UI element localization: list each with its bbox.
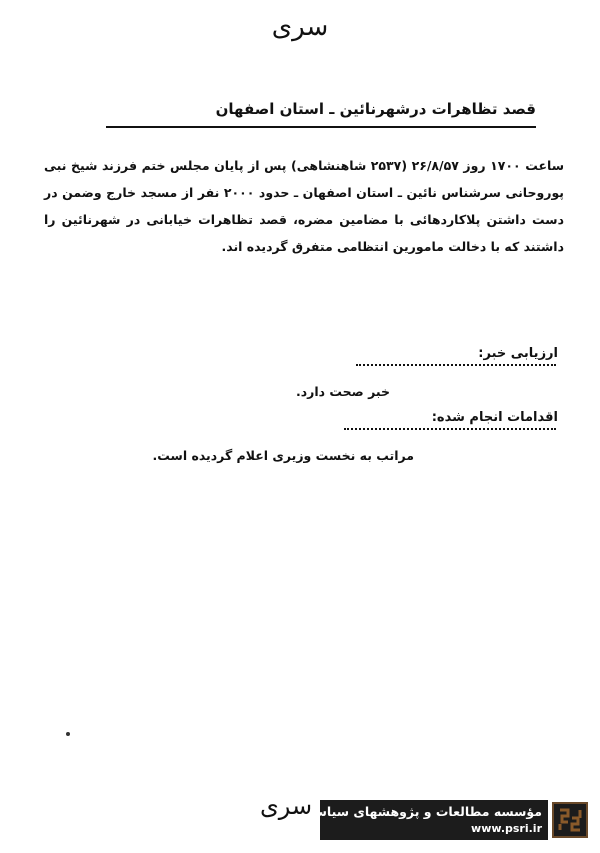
actions-label: اقدامات انجام شده: <box>431 410 558 425</box>
evaluation-label: ارزیابی خبر: <box>478 346 558 361</box>
subject-underline <box>106 126 536 128</box>
stamp-mark-icon <box>64 730 72 738</box>
psri-logo-icon <box>552 802 588 838</box>
document-subject: قصد تظاهرات درشهرنائین ـ استان اصفهان <box>215 100 536 118</box>
actions-value: مراتب به نخست وزیری اعلام گردیده است. <box>152 448 414 463</box>
classification-footer: سری <box>260 792 313 820</box>
report-body: ساعت ۱۷۰۰ روز ۲۶/۸/۵۷ (۲۵۳۷ شاهنشاهی) پس از پایان مجلس ختم فرزند شیخ نبی پوروحانی سرشناس نائین ـ استان اصفهان ـ حدود ۲۰۰۰ نفر از مسجد خارج وضمن در دست داشتن پلاکاردهائی با مضامین مضره، قصد تظاهرات خیابانی در شهرنائین را داشتند که با دخالت مامورین انتظامی متفرق گردیده اند. <box>44 158 564 254</box>
watermark-org-name: مؤسسه مطالعات و پژوهشهای سیاسی <box>301 804 542 819</box>
watermark-banner <box>301 800 548 840</box>
evaluation-underline <box>356 364 556 366</box>
classification-header: سری <box>271 12 329 42</box>
actions-underline <box>344 428 556 430</box>
watermark-url: www.psri.ir <box>471 822 542 835</box>
evaluation-value: خبر صحت دارد. <box>296 384 390 399</box>
